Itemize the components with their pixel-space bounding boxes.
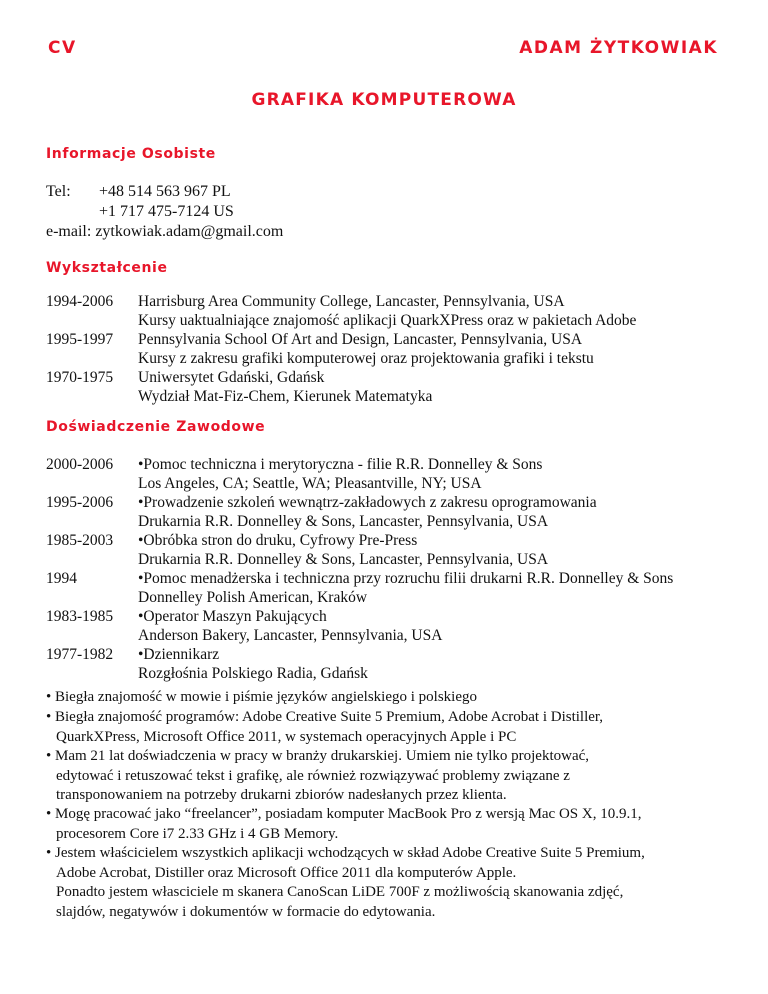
entry-years: 1977-1982 (46, 646, 114, 663)
tel-label: Tel: (46, 183, 71, 200)
entry-line-2: Donnelley Polish American, Kraków (138, 589, 368, 606)
entry-years: 1994-2006 (46, 293, 114, 310)
entry-line-2: Anderson Bakery, Lancaster, Pennsylvania, USA (138, 627, 443, 644)
entry-line-2: Kursy z zakresu grafiki komputerowej oraz projektowania grafiki i tekstu (138, 350, 594, 367)
entry-line-1: •Pomoc menadżerska i techniczna przy rozruchu filii drukarni R.R. Donnelley & Sons (138, 570, 674, 587)
entry-line-1: •Pomoc techniczna i merytoryczna - filie R.R. Donnelley & Sons (138, 456, 543, 473)
entry-years: 1983-1985 (46, 608, 114, 625)
entry-details (138, 645, 368, 683)
entry-details (138, 330, 594, 368)
skill-line: • Jestem właścicielem wszystkich aplikacji wchodzących w skład Adobe Creative Suite 5 Premium, (46, 845, 645, 861)
skill-line: • Biegła znajomość programów: Adobe Creative Suite 5 Premium, Adobe Acrobat i Distiller, (46, 709, 604, 725)
skill-line: Adobe Acrobat, Distiller oraz Microsoft Office 2011 dla komputerów Apple. (56, 864, 517, 881)
skill-line: QuarkXPress, Microsoft Office 2011, w systemach operacyjnych Apple i PC (56, 728, 517, 745)
skill-line: edytować i retuszować tekst i grafikę, ale również rozwiązywać problemy związane z (56, 767, 570, 784)
skill-bullet (46, 747, 589, 806)
entry-years: 2000-2006 (46, 456, 114, 473)
entry-line-2: Drukarnia R.R. Donnelley & Sons, Lancaster, Pennsylvania, USA (138, 551, 549, 568)
entry-years: 1995-1997 (46, 331, 114, 348)
entry-years: 1970-1975 (46, 369, 114, 386)
skill-line: transponowaniem na potrzeby drukarni zbiorów nadesłanych przez klienta. (56, 787, 507, 803)
skill-line: procesorem Core i7 2.33 GHz i 4 GB Memory. (56, 825, 339, 842)
skill-line: • Mam 21 lat doświadczenia w pracy w branży drukarskiej. Umiem nie tylko projektować, (46, 748, 590, 764)
phone-us: +1 717 475-7124 US (99, 203, 234, 220)
entry-details (138, 569, 673, 607)
phone-pl: +48 514 563 967 PL (99, 183, 231, 200)
entry-line-1: •Prowadzenie szkoleń wewnątrz-zakładowych z zakresu oprogramowania (138, 494, 597, 511)
entry-line-2: Kursy uaktualniające znajomość aplikacji QuarkXPress oraz w pakietach Adobe (138, 312, 637, 329)
skill-bullet (46, 708, 603, 747)
email-line: e-mail: zytkowiak.adam@gmail.com (46, 223, 284, 240)
skill-line: Ponadto jestem własciciele m skanera CanoScan LiDE 700F z możliwością skanowania zdjęć, (56, 884, 624, 900)
entry-years: 1985-2003 (46, 532, 114, 549)
skill-line: • Mogę pracować jako “freelancer”, posiadam komputer MacBook Pro z wersją Mac OS X, 10.9.1, (46, 806, 642, 822)
entry-line-1: •Obróbka stron do druku, Cyfrowy Pre-Press (138, 532, 418, 549)
entry-years: 1995-2006 (46, 494, 114, 511)
entry-details (138, 607, 442, 645)
document-title: GRAFIKA KOMPUTEROWA (251, 90, 517, 110)
entry-line-2: Wydział Mat-Fiz-Chem, Kierunek Matematyka (138, 388, 433, 405)
skill-bullet (46, 805, 641, 844)
entry-details (138, 493, 597, 531)
entry-line-1: •Operator Maszyn Pakujących (138, 608, 327, 625)
section-heading-education: Wykształcenie (46, 260, 168, 276)
skill-bullet (46, 688, 477, 708)
entry-years: 1994 (46, 570, 77, 587)
author-name: ADAM ŻYTKOWIAK (519, 38, 718, 58)
entry-line-2: Rozgłośnia Polskiego Radia, Gdańsk (138, 665, 368, 682)
cv-label: CV (48, 38, 77, 58)
skill-bullet (46, 844, 645, 922)
entry-details (138, 292, 636, 330)
entry-details (138, 368, 432, 406)
skill-line: slajdów, negatywów i dokumentów w formacie do edytowania. (56, 903, 436, 920)
skill-line: • Biegła znajomość w mowie i piśmie języków angielskiego i polskiego (46, 689, 478, 705)
section-heading-personal: Informacje Osobiste (46, 146, 216, 162)
section-heading-experience: Doświadczenie Zawodowe (46, 419, 266, 435)
entry-line-1: Pennsylvania School Of Art and Design, Lancaster, Pennsylvania, USA (138, 331, 583, 348)
entry-line-2: Drukarnia R.R. Donnelley & Sons, Lancaster, Pennsylvania, USA (138, 513, 549, 530)
entry-line-1: Harrisburg Area Community College, Lancaster, Pennsylvania, USA (138, 293, 565, 310)
entry-details (138, 455, 542, 493)
entry-line-1: •Dziennikarz (138, 646, 220, 663)
entry-details (138, 531, 548, 569)
entry-line-2: Los Angeles, CA; Seattle, WA; Pleasantville, NY; USA (138, 475, 482, 492)
entry-line-1: Uniwersytet Gdański, Gdańsk (138, 369, 325, 386)
